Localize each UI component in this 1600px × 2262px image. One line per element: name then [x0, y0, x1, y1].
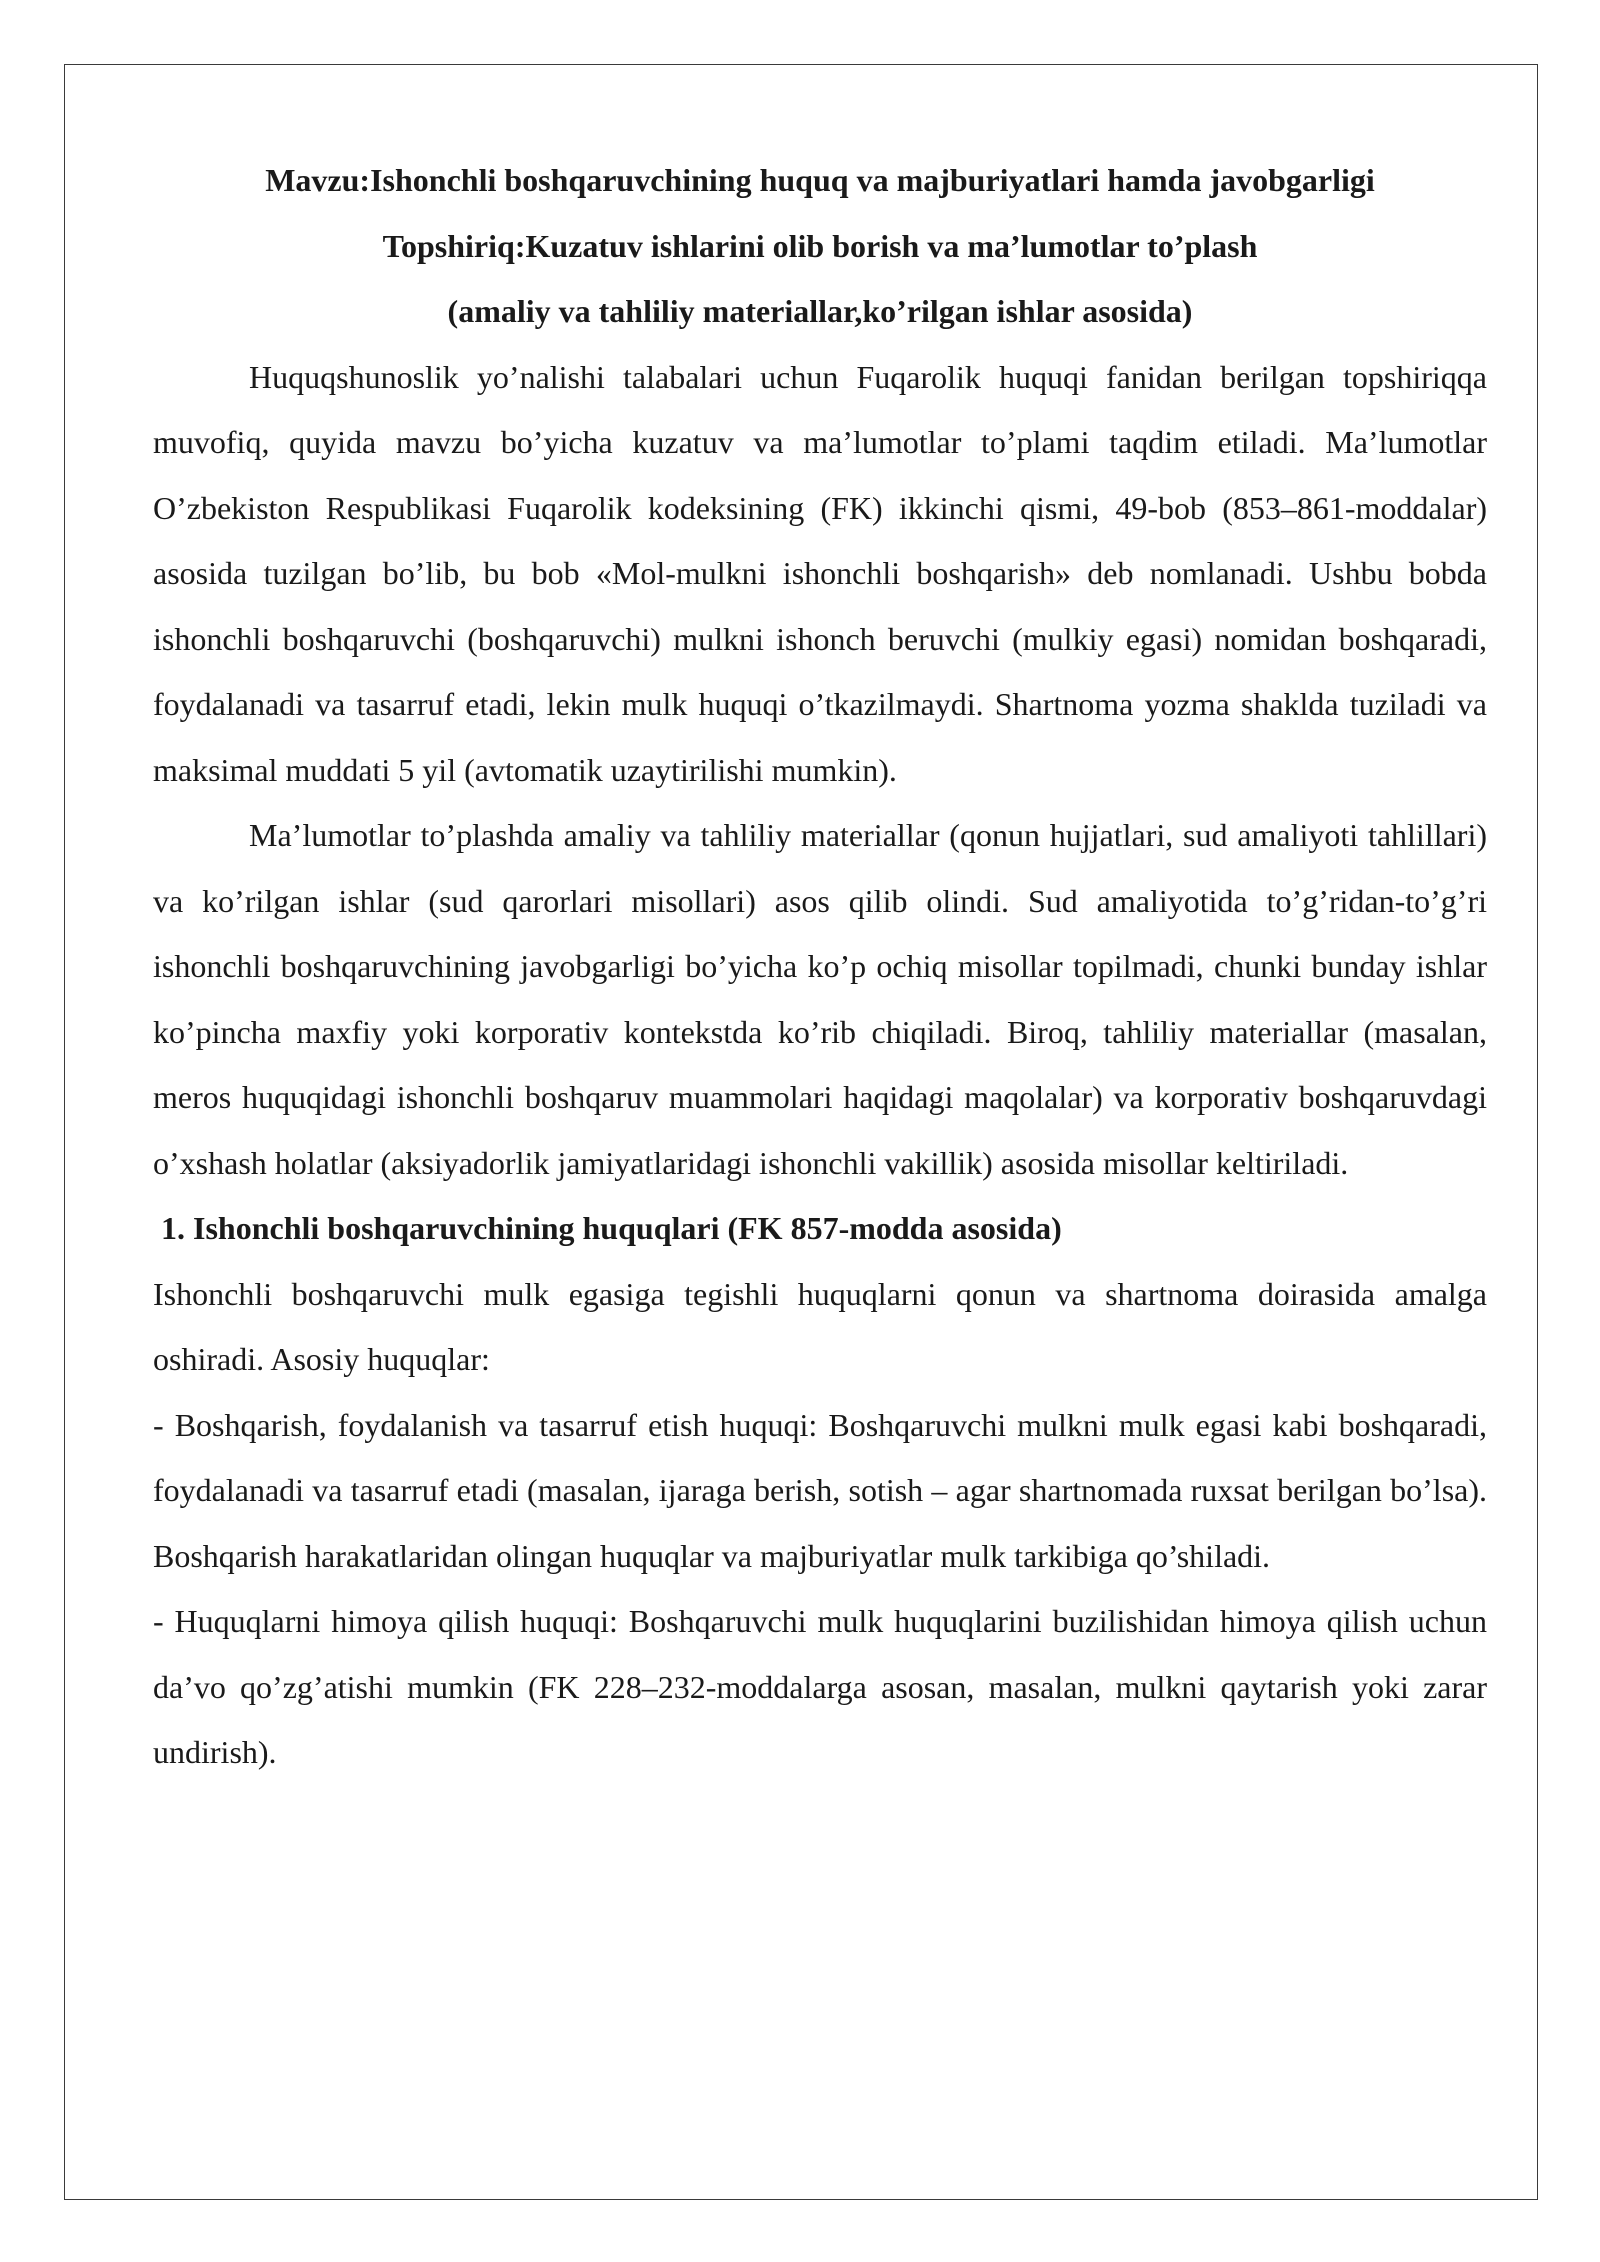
document-title: Mavzu:Ishonchli boshqaruvchining huquq va majburiyatlari hamda javobgarligi: [265, 162, 1375, 198]
section-1-intro: Ishonchli boshqaruvchi mulk egasiga tegishli huquqlarni qonun va shartnoma doirasida amalga oshiradi. Asosiy huquqlar:: [153, 1275, 1487, 1377]
document-body: [153, 148, 1487, 1786]
section-1-heading: 1. Ishonchli boshqaruvchining huquqlari (FK 857-modda asosida): [161, 1210, 1062, 1246]
intro-paragraph: Huquqshunoslik yo’nalishi talabalari uchun Fuqarolik huquqi fanidan berilgan topshiriqqa muvofiq, quyida mavzu bo’yicha kuzatuv va ma’lumotlar to’plami taqdim etiladi. Ma’lumotlar O’zbekiston Respublikasi Fuqarolik kodeksining (FK) ikkinchi qismi, 49-bob (853–861-moddalar) asosida tuzilgan bo’lib, bu bob «Mol-mulkni ishonchli boshqarish» deb nomlanadi. Ushbu bobda ishonchli boshqaruvchi (boshqaruvchi) mulkni ishonch beruvchi (mulkiy egasi) nomidan boshqaradi, foydalanadi va tasarruf etadi, lekin mulk huquqi o’tkazilmaydi. Shartnoma yozma shaklda tuziladi va maksimal muddati 5 yil (avtomatik uzaytirilishi mumkin).: [153, 358, 1487, 788]
section-1-item-management: - Boshqarish, foydalanish va tasarruf etish huquqi: Boshqaruvchi mulkni mulk egasi kabi boshqaradi, foydalanadi va tasarruf etadi (masalan, ijaraga berish, sotish – agar shartnomada ruxsat berilgan bo’lsa). Boshqarish harakatlaridan olingan huquqlar va majburiyatlar mulk tarkibiga qo’shiladi.: [153, 1406, 1487, 1574]
section-1-item-protection: - Huquqlarni himoya qilish huquqi: Boshqaruvchi mulk huquqlarini buzilishidan himoya qilish uchun da’vo qo’zg’atishi mumkin (FK 228–232-moddalarga asosan, masalan, mulkni qaytarish yoki zarar undirish).: [153, 1603, 1487, 1770]
document-subtitle: (amaliy va tahliliy materiallar,ko’rilgan ishlar asosida): [447, 293, 1193, 329]
document-task: Topshiriq:Kuzatuv ishlarini olib borish va ma’lumotlar to’plash: [382, 227, 1258, 264]
materials-paragraph: Ma’lumotlar to’plashda amaliy va tahliliy materiallar (qonun hujjatlari, sud amaliyoti tahlillari) va ko’rilgan ishlar (sud qarorlari misollari) asos qilib olindi. Sud amaliyotida to’g’ridan-to’g’ri ishonchli boshqaruvchining javobgarligi bo’yicha ko’p ochiq misollar topilmadi, chunki bunday ishlar ko’pincha maxfiy yoki korporativ kontekstda ko’rib chiqiladi. Biroq, tahliliy materiallar (masalan, meros huquqidagi ishonchli boshqaruv muammolari haqidagi maqolalar) va korporativ boshqaruvdagi o’xshash holatlar (aksiyadorlik jamiyatlaridagi ishonchli vakillik) asosida misollar keltiriladi.: [153, 817, 1487, 1181]
